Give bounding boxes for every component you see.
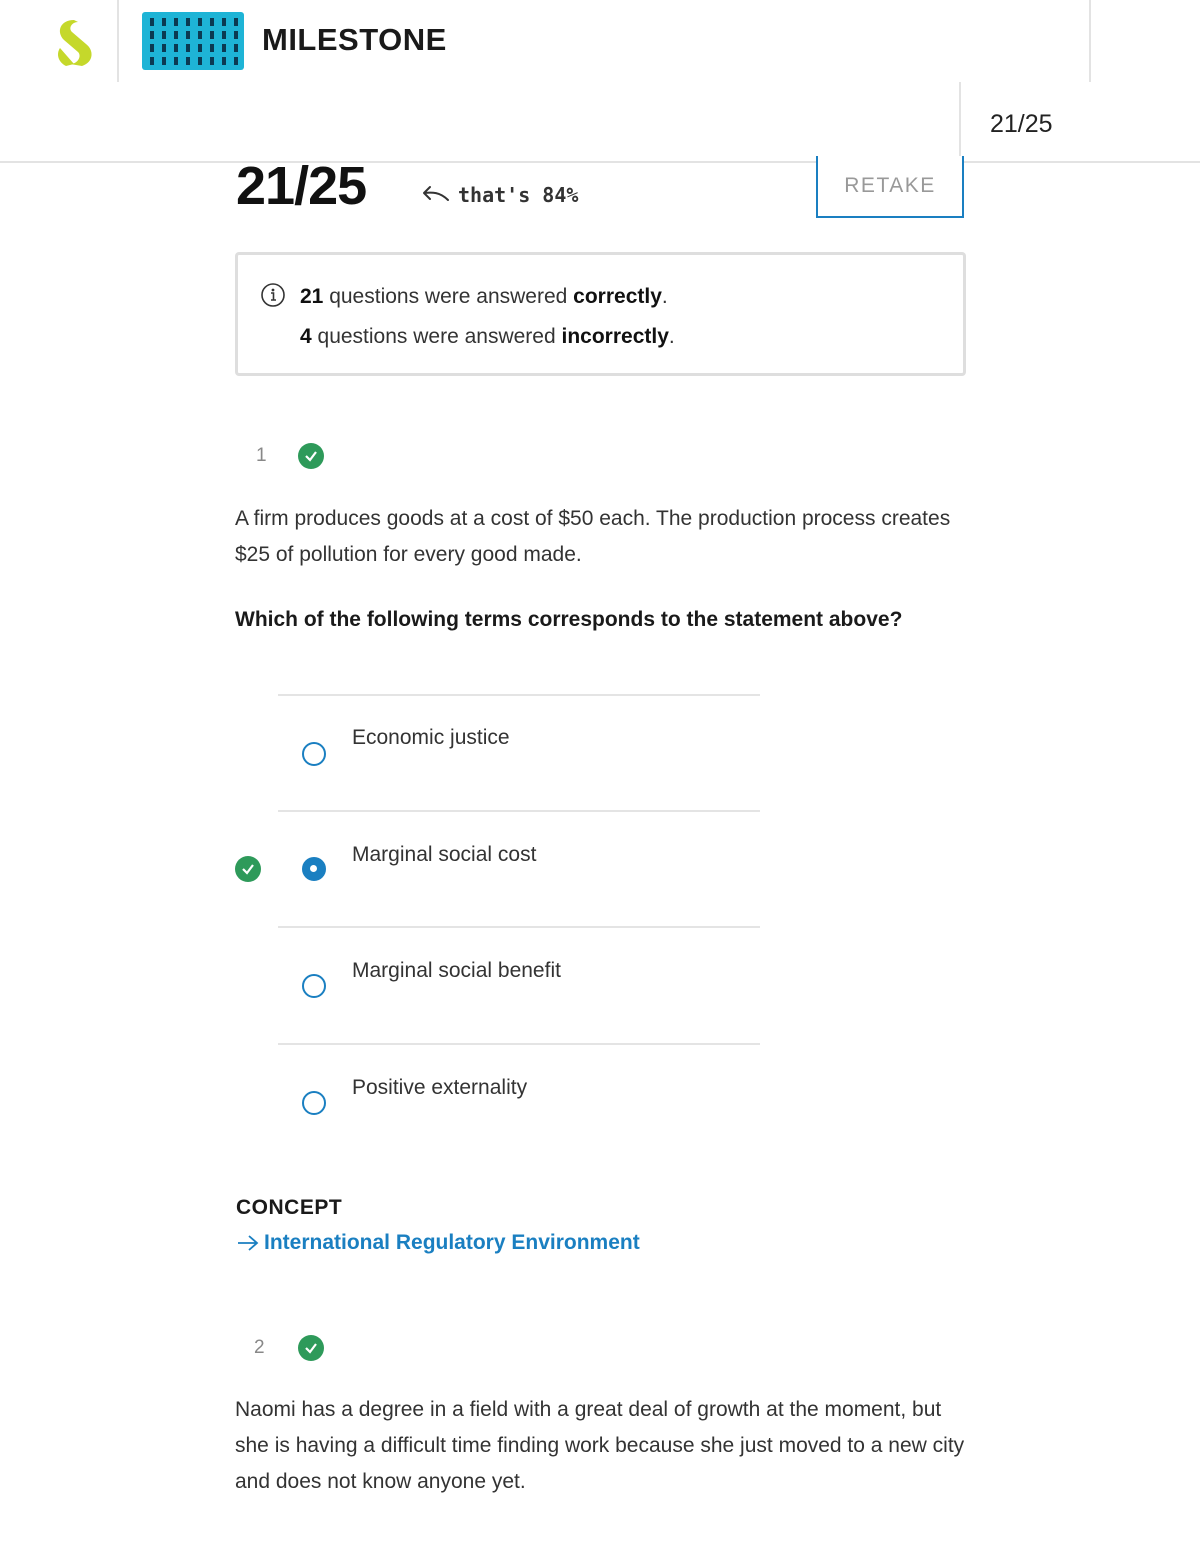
question-prompt: Which of the following terms corresponds to the statement above?	[235, 608, 903, 631]
period: .	[661, 285, 668, 308]
info-icon	[260, 282, 286, 308]
option-label[interactable]: Positive externality	[352, 1076, 528, 1099]
option-radio[interactable]	[302, 742, 326, 766]
correct-count: 21	[300, 285, 324, 308]
option-divider	[278, 1043, 760, 1045]
concept-heading: CONCEPT	[236, 1196, 343, 1219]
percent-note-text: that's 84%	[458, 183, 579, 207]
sophia-logo-icon	[52, 18, 96, 68]
option-label[interactable]: Marginal social cost	[352, 843, 537, 866]
correct-check-icon	[298, 1335, 324, 1361]
retake-button[interactable]: RETAKE	[816, 156, 964, 218]
question-number: 1	[256, 445, 267, 466]
question-text: A firm produces goods at a cost of $50 each. The production process creates $25 of pollution for every good made.	[235, 507, 951, 566]
correct-summary	[300, 285, 668, 309]
result-summary	[235, 252, 966, 376]
concept-link-text[interactable]: International Regulatory Environment	[264, 1231, 640, 1254]
option-label[interactable]: Marginal social benefit	[352, 959, 561, 982]
incorrect-summary	[300, 325, 675, 349]
incorrect-word: incorrectly	[561, 325, 669, 348]
concept-link[interactable]	[236, 1231, 640, 1255]
incorrect-count: 4	[300, 325, 312, 348]
milestone-badge-icon	[142, 12, 244, 70]
option-radio[interactable]	[302, 974, 326, 998]
correct-text: questions were answered	[323, 285, 574, 308]
question-number: 2	[254, 1337, 265, 1358]
header-divider	[117, 0, 119, 82]
final-score: 21/25	[236, 156, 367, 216]
header-score: 21/25	[990, 110, 1053, 138]
app-logo[interactable]	[52, 18, 96, 68]
page-title: MILESTONE	[262, 22, 447, 57]
header-divider-right	[1089, 0, 1091, 82]
option-divider	[278, 810, 760, 812]
option-label[interactable]: Economic justice	[352, 726, 510, 749]
arrow-right-icon	[236, 1233, 260, 1253]
question-text: Naomi has a degree in a field with a great deal of growth at the moment, but she is having a difficult time finding work because she just moved to a new city and does not know anyone yet.	[235, 1398, 965, 1493]
correct-check-icon	[298, 443, 324, 469]
correct-answer-check-icon	[235, 856, 261, 882]
period: .	[668, 325, 675, 348]
percent-note	[420, 183, 578, 207]
option-divider	[278, 926, 760, 928]
incorrect-text: questions were answered	[311, 325, 562, 348]
arrow-back-icon	[420, 184, 450, 206]
option-divider	[278, 694, 760, 696]
option-radio-selected[interactable]	[302, 857, 326, 881]
header-bottom-border	[0, 161, 1200, 163]
score-divider	[959, 82, 961, 162]
correct-word: correctly	[573, 285, 662, 308]
option-radio[interactable]	[302, 1091, 326, 1115]
